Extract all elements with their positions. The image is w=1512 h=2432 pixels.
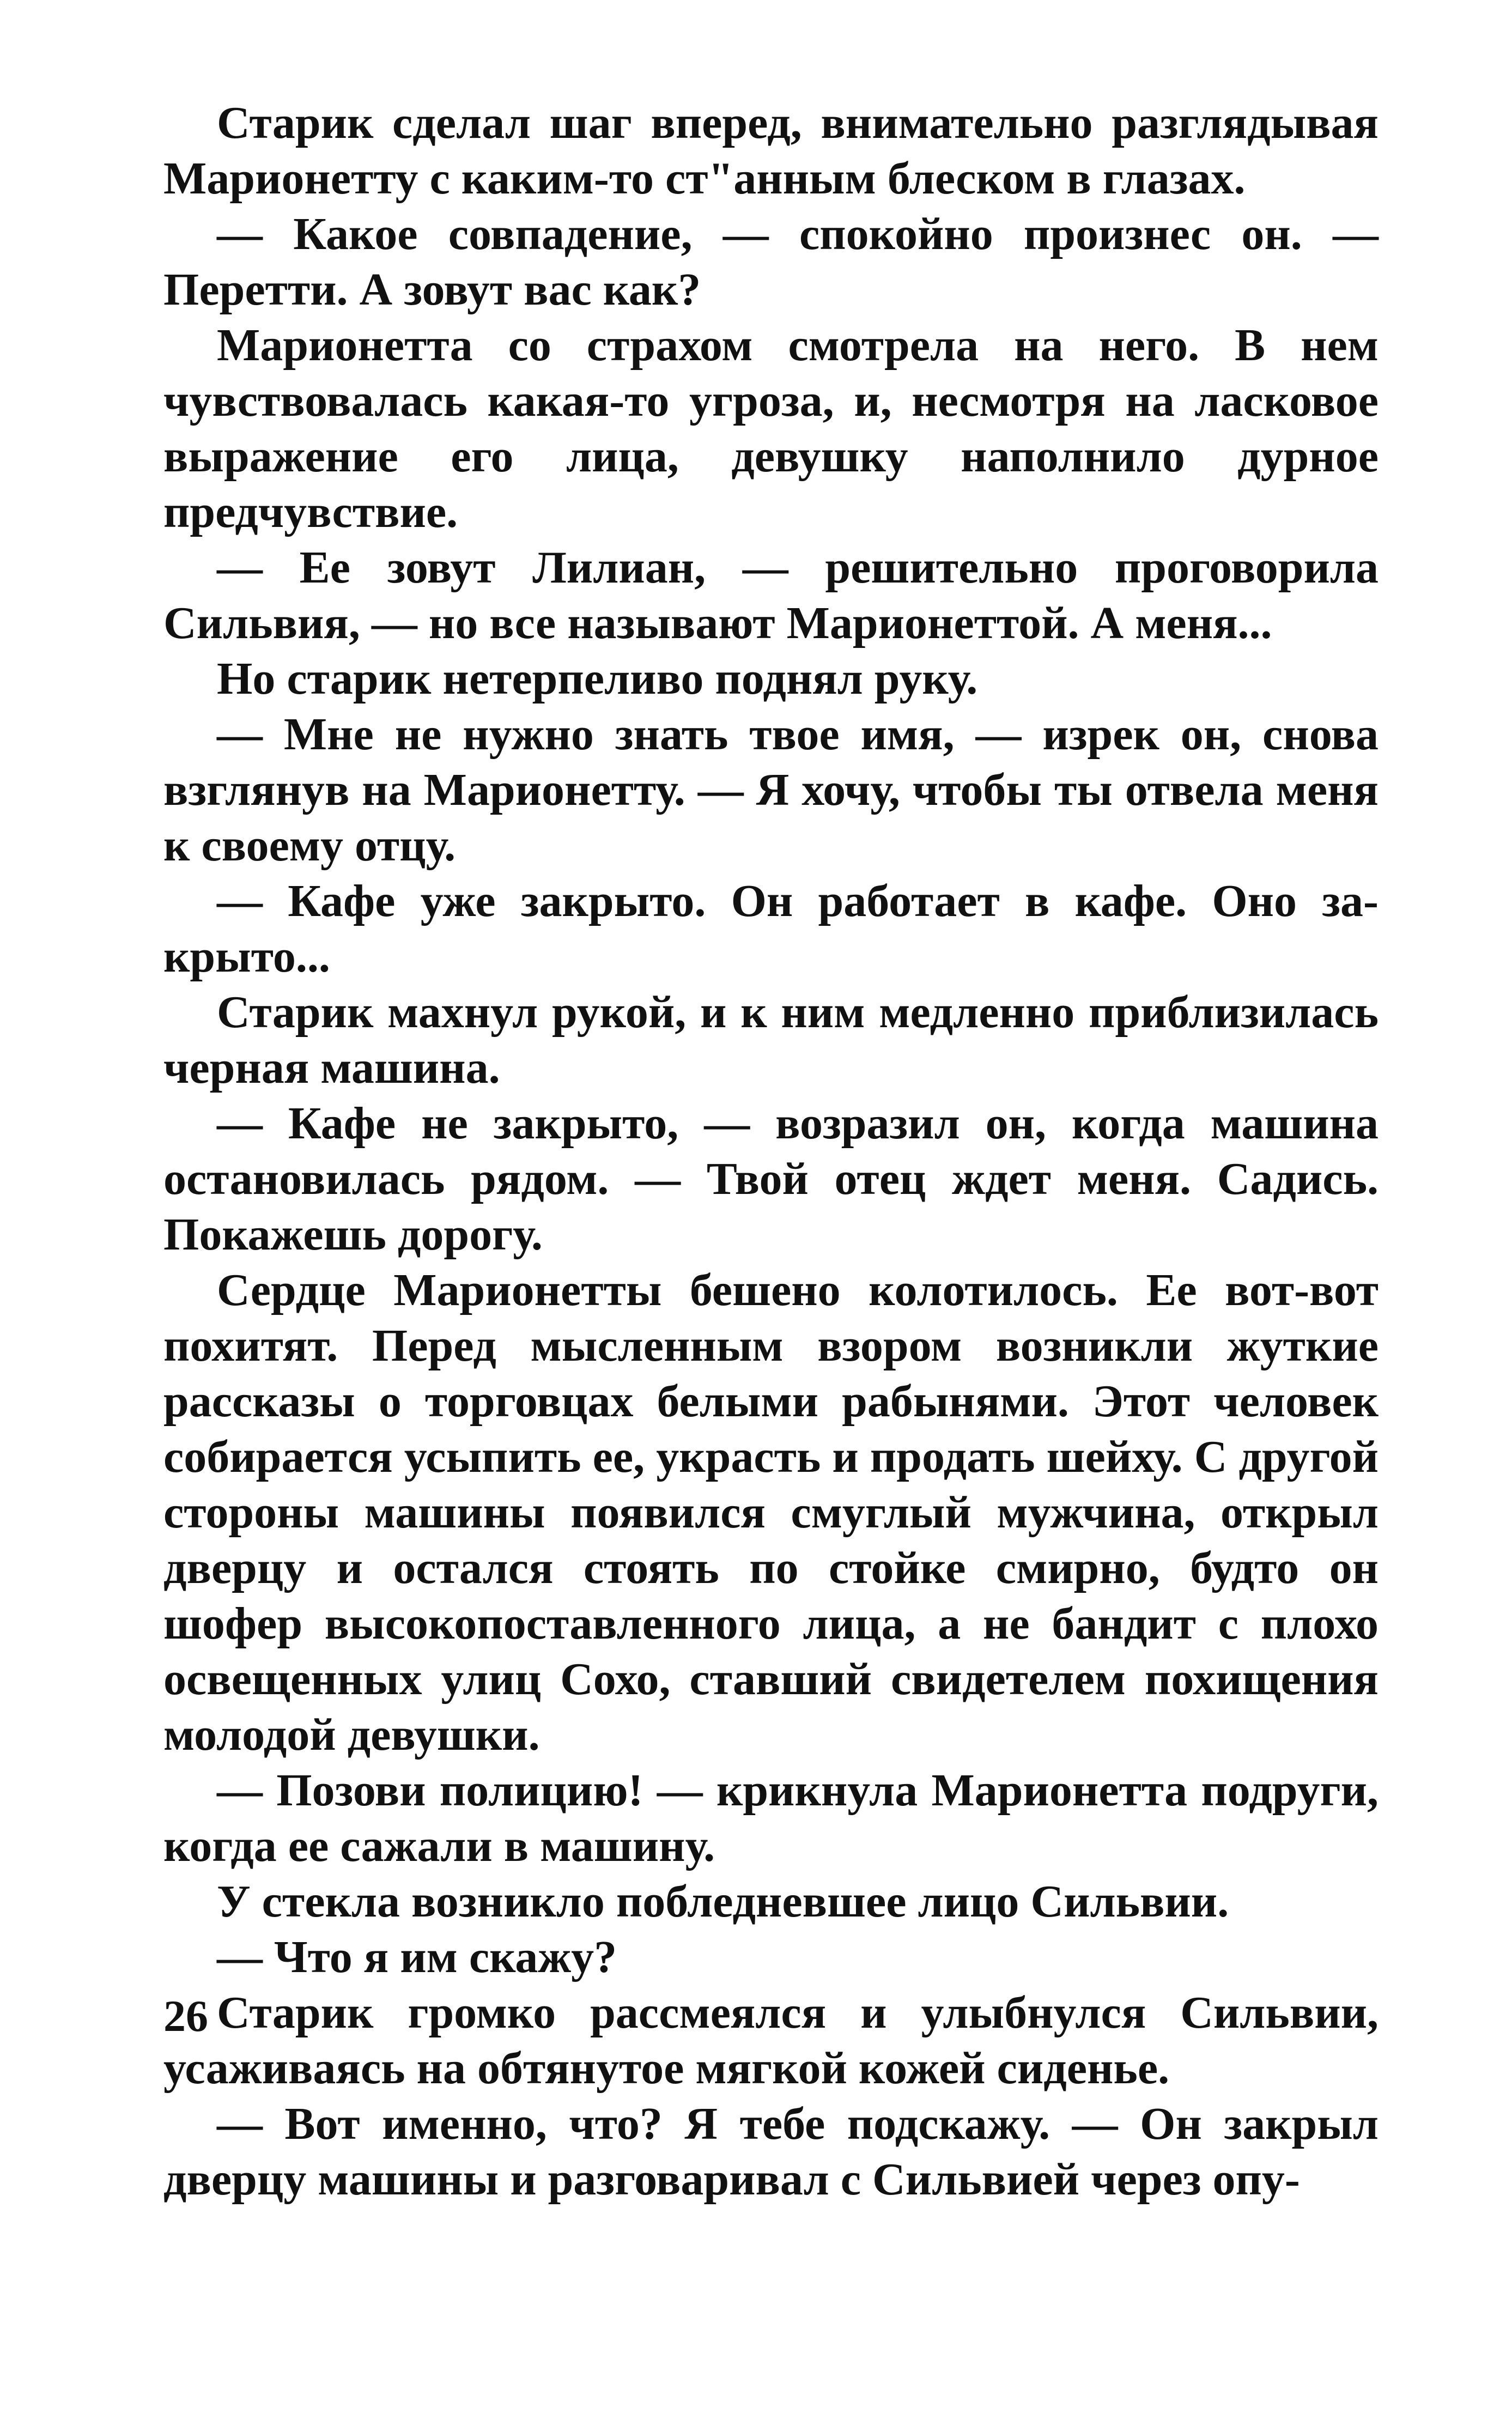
paragraph-12: У стекла возникло побледневшее лицо Сильвии.: [217, 1876, 1229, 1927]
paragraph-1: Старик сделал шаг вперед, внимательно разглядывая Марионетту с каким-то ст"анным блеском в глазах.: [163, 98, 1379, 204]
paragraph-2: — Какое совпадение, — спокойно произнес он. — Перетти. А зовут вас как?: [163, 209, 1379, 315]
paragraph-13: — Что я им скажу?: [217, 1932, 617, 1982]
paragraph-8: Старик махнул рукой, и к ним медленно приблизилась черная машина.: [163, 987, 1379, 1093]
paragraph-15: — Вот именно, что? Я тебе подскажу. — Он закрыл дверцу машины и разговаривал с Сильвией через опу-: [163, 2099, 1379, 2205]
paragraph-10: Сердце Марионетты бешено колотилось. Ее вот-вот похитят. Перед мысленным взором возникли жуткие рассказы о торговцах белыми рабынями. Этот человек собирается усыпить ее, украсть и продать шейху. С другой стороны машины появился смуглый мужчина, открыл дверцу и остался стоять по стойке смирно, будто он шофер высокопоставленного лица, а не бандит с плохо освещенных улиц Сохо, ставший свидетелем похищения молодой девушки.: [163, 1265, 1379, 1760]
paragraph-6: — Мне не нужно знать твое имя, — изрек он, снова взглянув на Марионетту. — Я хочу, чтобы ты отвела меня к своему отцу.: [163, 709, 1379, 871]
paragraph-14: Старик громко рассмеялся и улыбнулся Сильвии, усаживаясь на обтянутое мягкой кожей сиденье.: [163, 1987, 1379, 2094]
body-text: [163, 95, 1379, 2207]
paragraph-3: Марионетта со страхом смотрела на него. В нем чувствовалась какая-то угроза, и, несмотря на ласковое выражение его лица, девушку наполнило дурное предчувствие.: [163, 320, 1379, 537]
paragraph-5: Но старик нетерпеливо поднял руку.: [217, 653, 978, 704]
page-number: 26: [163, 1991, 208, 2041]
paragraph-7: — Кафе уже закрыто. Он работает в кафе. Оно закрыто...: [163, 876, 1379, 982]
paragraph-9: — Кафе не закрыто, — возразил он, когда машина остановилась рядом. — Твой отец ждет меня. Садись. Покажешь дорогу.: [163, 1098, 1379, 1260]
paragraph-4: — Ее зовут Лилиан, — решительно проговорила Сильвия, — но все называют Марионеттой. А меня...: [163, 542, 1379, 648]
paragraph-11: — Позови полицию! — крикнула Марионетта подруги, когда ее сажали в машину.: [163, 1765, 1379, 1871]
